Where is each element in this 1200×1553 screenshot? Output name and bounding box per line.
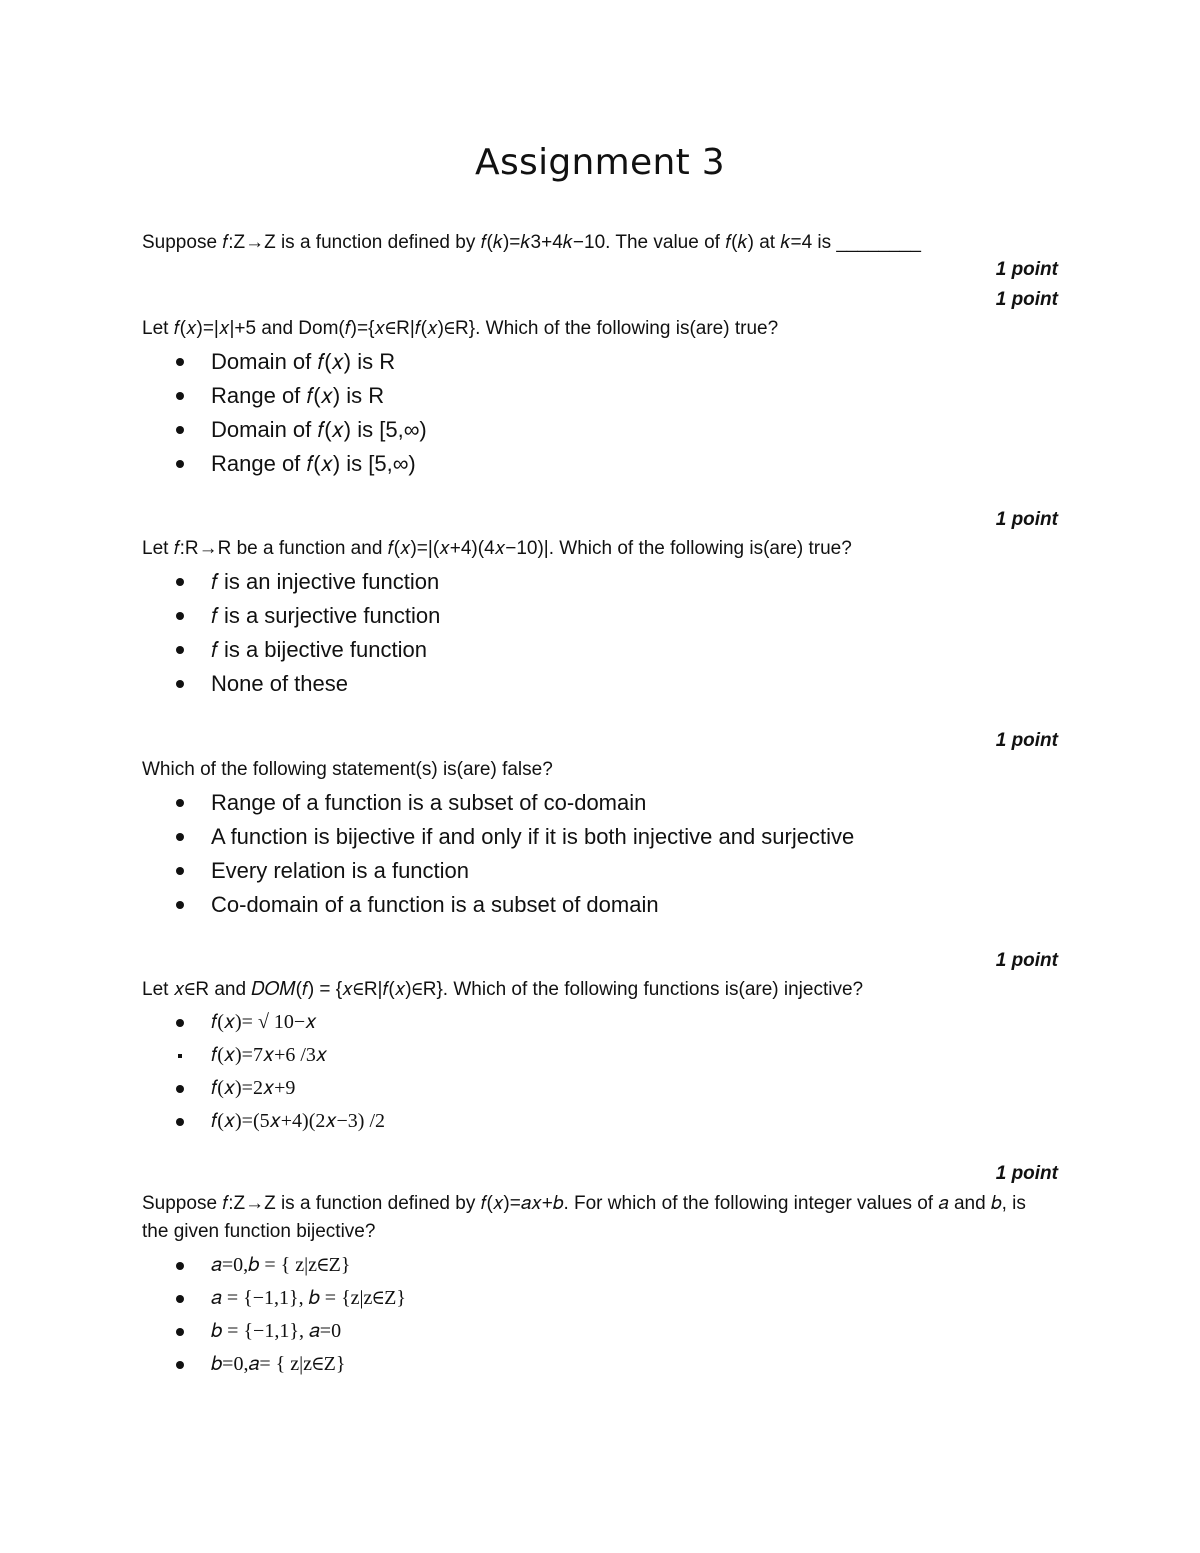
question-6-text: Suppose 𝑓:Z→Z is a function defined by 𝑓(𝑥)=𝑎𝑥+𝑏. For which of the following integer values of 𝑎 and 𝑏, is the given function bijective? — [142, 1193, 1026, 1242]
question-1-text: Suppose 𝑓:Z→Z is a function defined by 𝑓(𝑘)=𝑘3+4𝑘−10. The value of 𝑓(𝑘) at 𝑘=4 is ________ — [142, 232, 921, 253]
bullet — [176, 833, 184, 841]
question-2-points: 1 point — [995, 289, 1058, 310]
list-item — [172, 413, 1052, 447]
bullet — [176, 578, 184, 586]
bullet — [176, 1262, 184, 1270]
list-item — [172, 1006, 1052, 1039]
question-4-points: 1 point — [995, 730, 1058, 751]
option-text: Domain of 𝑓(𝑥) is [5,∞) — [211, 417, 427, 442]
list-item — [172, 1072, 1052, 1105]
option-text: 𝑏=0,𝑎= { z|z∈Z} — [211, 1353, 346, 1375]
bullet — [176, 867, 184, 875]
option-text: 𝑓 is a surjective function — [211, 603, 441, 628]
question-1-points: 1 point — [995, 259, 1058, 280]
list-item — [172, 820, 1052, 854]
bullet — [176, 1085, 184, 1093]
bullet — [176, 1328, 184, 1336]
list-item — [172, 854, 1052, 888]
list-item — [172, 1282, 1052, 1315]
option-text: 𝑓 is an injective function — [211, 569, 440, 594]
bullet — [176, 392, 184, 400]
question-6-options — [172, 1249, 1052, 1381]
bullet — [176, 1295, 184, 1303]
bullet — [176, 1118, 184, 1126]
option-text: Range of a function is a subset of co-domain — [211, 790, 647, 815]
option-text: 𝑓(𝑥)=7𝑥+6 /3𝑥 — [211, 1044, 328, 1066]
list-item — [172, 1315, 1052, 1348]
bullet — [176, 901, 184, 909]
question-5-points: 1 point — [995, 950, 1058, 971]
bullet — [176, 612, 184, 620]
list-item — [172, 667, 1052, 701]
option-text: 𝑓(𝑥)= √ 10−𝑥 — [211, 1011, 317, 1033]
bullet — [176, 799, 184, 807]
question-3-options — [172, 565, 1052, 701]
bullet — [176, 460, 184, 468]
option-text: 𝑓(𝑥)=(5𝑥+4)(2𝑥−3) /2 — [211, 1110, 385, 1132]
bullet — [178, 1054, 182, 1058]
option-text: Co-domain of a function is a subset of domain — [211, 892, 659, 917]
list-item — [172, 1105, 1052, 1138]
list-item — [172, 1249, 1052, 1282]
question-6-points: 1 point — [995, 1163, 1058, 1184]
bullet — [176, 358, 184, 366]
list-item — [172, 1348, 1052, 1381]
option-text: 𝑏 = {−1,1}, 𝑎=0 — [211, 1320, 342, 1342]
option-text: None of these — [211, 671, 348, 696]
question-3-points: 1 point — [995, 509, 1058, 530]
question-4-options — [172, 786, 1052, 922]
bullet — [176, 1019, 184, 1027]
list-item — [172, 786, 1052, 820]
option-text: 𝑓 is a bijective function — [211, 637, 427, 662]
option-text: Range of 𝑓(𝑥) is R — [211, 383, 385, 408]
list-item — [172, 633, 1052, 667]
list-item — [172, 599, 1052, 633]
bullet — [176, 680, 184, 688]
list-item — [172, 1039, 1052, 1072]
list-item — [172, 345, 1052, 379]
option-text: Range of 𝑓(𝑥) is [5,∞) — [211, 451, 416, 476]
option-text: 𝑎=0,𝑏 = { z|z∈Z} — [211, 1254, 351, 1276]
bullet — [176, 426, 184, 434]
option-text: A function is bijective if and only if it is both injective and surjective — [211, 824, 855, 849]
question-2-options — [172, 345, 1052, 481]
option-text: Every relation is a function — [211, 858, 470, 883]
list-item — [172, 379, 1052, 413]
question-2-text: Let 𝑓(𝑥)=|𝑥|+5 and Dom(𝑓)={𝑥∈R|𝑓(𝑥)∈R}. Which of the following is(are) true? — [142, 318, 779, 339]
option-text: 𝑓(𝑥)=2𝑥+9 — [211, 1077, 296, 1099]
page-title: Assignment 3 — [475, 142, 725, 183]
question-4-text: Which of the following statement(s) is(are) false? — [142, 759, 553, 780]
option-text: Domain of 𝑓(𝑥) is R — [211, 349, 396, 374]
bullet — [176, 646, 184, 654]
option-text: 𝑎 = {−1,1}, 𝑏 = {z|z∈Z} — [211, 1287, 406, 1309]
list-item — [172, 888, 1052, 922]
question-3-text: Let 𝑓:R→R be a function and 𝑓(𝑥)=|(𝑥+4)(4𝑥−10)|. Which of the following is(are) true? — [142, 538, 852, 559]
question-5-options — [172, 1006, 1052, 1138]
list-item — [172, 565, 1052, 599]
bullet — [176, 1361, 184, 1369]
list-item — [172, 447, 1052, 481]
question-5-text: Let 𝑥∈R and 𝐷𝑂𝑀(𝑓) = {𝑥∈R|𝑓(𝑥)∈R}. Which of the following functions is(are) injective? — [142, 979, 864, 1000]
